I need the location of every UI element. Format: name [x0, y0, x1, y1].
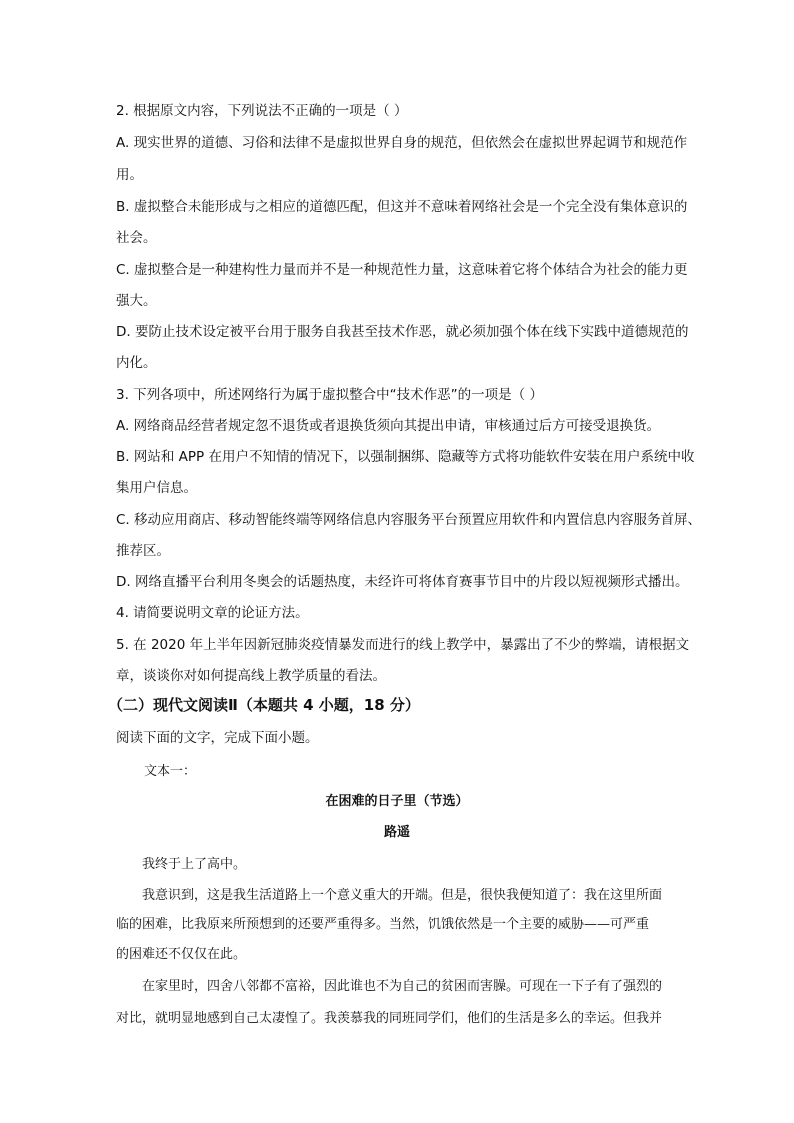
q2-option-b: B. 虚拟整合未能形成与之相应的道德匹配，但这并不意味着网络社会是一个完全没有集体意识的: [116, 199, 688, 215]
q2-option-b-cont: 社会。: [116, 230, 157, 246]
q3-option-d: D. 网络直播平台利用冬奥会的话题热度，未经许可将体育赛事节目中的片段以短视频形式播出。: [116, 574, 689, 590]
q3-option-b-cont: 集用户信息。: [116, 480, 197, 496]
paragraph-2-line-2: 临的困难，比我原来所预想到的还要严重得多。当然，饥饿依然是一个主要的威胁——可严重: [116, 917, 650, 932]
text1-label: 文本一：: [144, 764, 197, 779]
q2-option-c-cont: 强大。: [116, 293, 157, 309]
q5-line-1: 5. 在 2020 年上半年因新冠肺炎疫情暴发而进行的线上教学中，暴露出了不少的弊端，请根据文: [116, 637, 690, 653]
q5-line-2: 章，谈谈你对如何提高线上教学质量的看法。: [116, 668, 386, 684]
paragraph-3-line-1: 在家里时，四舍八邻都不富裕，因此谁也不为自己的贫困而害臊。可现在一下子有了强烈的: [142, 979, 663, 994]
q4-stem: 4. 请简要说明文章的论证方法。: [116, 605, 309, 621]
q2-option-d: D. 要防止技术设定被平台用于服务自我甚至技术作恶，就必须加强个体在线下实践中道德规范的: [116, 324, 689, 340]
q2-option-d-cont: 内化。: [116, 355, 157, 371]
paragraph-3-line-2: 对比，就明显地感到自己太凄惶了。我羡慕我的同班同学们，他们的生活是多么的幸运。但我并: [116, 1011, 663, 1026]
text1-author: 路遥: [383, 825, 410, 840]
q3-option-c-cont: 推荐区。: [116, 543, 170, 559]
q2-option-c: C. 虚拟整合是一种建构性力量而并不是一种规范性力量，这意味着它将个体结合为社会的能力更: [116, 262, 688, 278]
q2-option-a: A. 现实世界的道德、习俗和法律不是虚拟世界自身的规范，但依然会在虚拟世界起调节和规范作: [116, 135, 688, 151]
q2-option-a-cont: 用。: [116, 167, 143, 183]
q3-option-a: A. 网络商品经营者规定忽不退货或者退换货须向其提出申请，审核通过后方可接受退换货。: [116, 418, 661, 434]
q2-stem: 2. 根据原文内容，下列说法不正确的一项是（ ）: [116, 103, 408, 119]
q3-option-b: B. 网站和 APP 在用户不知情的情况下，以强制捆绑、隐藏等方式将功能软件安装在用户系统中收: [116, 449, 695, 465]
q3-option-c: C. 移动应用商店、移动智能终端等网络信息内容服务平台预置应用软件和内置信息内容服务首屏、: [116, 512, 702, 528]
paragraph-2-line-3: 的困难还不仅仅在此。: [116, 947, 247, 962]
section-instruction: 阅读下面的文字，完成下面小题。: [116, 730, 319, 746]
section-heading: （二）现代文阅读Ⅱ（本题共 4 小题，18 分）: [108, 696, 420, 714]
paragraph-1: 我终于上了高中。: [142, 857, 247, 872]
paragraph-2-line-1: 我意识到，这是我生活道路上一个意义重大的开端。但是，很快我便知道了：我在这里所面: [142, 888, 663, 903]
text1-title: 在困难的日子里（节选）: [325, 794, 469, 809]
q3-stem: 3. 下列各项中，所述网络行为属于虚拟整合中“技术作恶”的一项是（ ）: [116, 387, 543, 403]
